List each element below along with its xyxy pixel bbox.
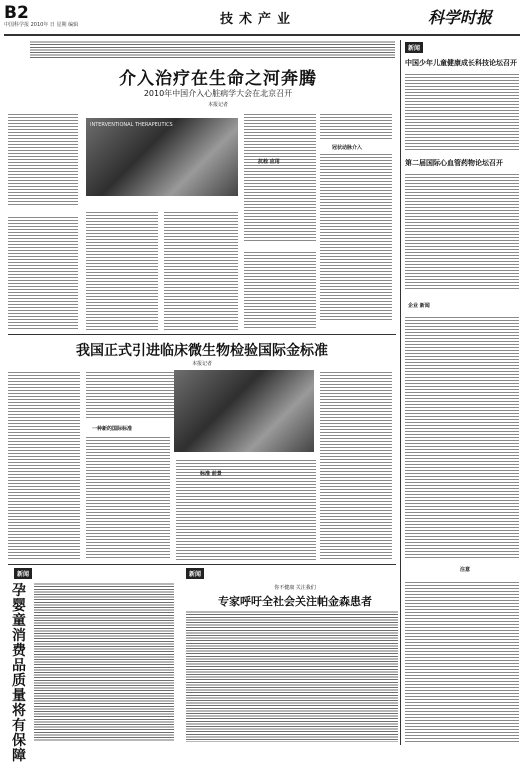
sidebar-body2 xyxy=(405,172,519,290)
bottom-rule xyxy=(8,564,396,565)
article2-col1 xyxy=(8,370,80,560)
page-meta: 中国科学报 2010年 日 星期 编辑 xyxy=(4,22,79,28)
section-title: 技术产业 xyxy=(220,12,297,27)
article1-photo xyxy=(86,118,238,196)
sidebar-mid-note: 企业 新闻 xyxy=(408,303,430,309)
sidebar-body3 xyxy=(405,315,519,560)
article1-col2b xyxy=(164,210,238,330)
article2-byline: 本报记者 xyxy=(191,361,212,367)
article2-rule xyxy=(8,334,396,335)
article3-kicker: 你不健康 关注我们 xyxy=(274,585,316,591)
article1-col3b xyxy=(244,250,316,330)
article2-subhead-a: 一种新的国际标准 xyxy=(92,426,133,432)
sidebar-head2: 第二届国际心血管药物论坛召开 xyxy=(405,158,503,167)
article2-col2b xyxy=(86,435,170,560)
article2-col3 xyxy=(176,458,316,560)
article1-col1b xyxy=(8,215,78,330)
article3-tag: 新闻 xyxy=(186,568,204,579)
article1-subhead-b: 冠状动脉介入 xyxy=(332,145,363,151)
article2-col2a xyxy=(86,370,176,420)
article1-col4a xyxy=(320,112,392,140)
article1-col4b xyxy=(320,152,392,322)
article2-subhead-b: 标准 前景 xyxy=(200,471,222,477)
article1-col2 xyxy=(86,210,158,330)
page-number: B2 xyxy=(4,3,29,23)
article2-col4 xyxy=(320,370,392,560)
sidebar-body4 xyxy=(405,580,519,742)
article1-col1 xyxy=(8,112,78,207)
article1-lead xyxy=(30,40,395,60)
article1-subtitle: 2010年中国介入心脏病学大会在北京召开 xyxy=(143,89,293,98)
sidebar-head1: 中国少年儿童健康成长科技论坛召开 xyxy=(405,58,517,67)
sidebar-lower-head: 注意 xyxy=(460,567,471,573)
article3-body xyxy=(186,610,398,742)
sidebar-tag: 新闻 xyxy=(405,42,423,53)
article3-title: 专家呼吁全社会关注帕金森患者 xyxy=(218,595,372,608)
article1-byline: 本报记者 xyxy=(207,102,228,108)
sidebar-divider xyxy=(400,40,401,745)
article1-title: 介入治疗在生命之河奔腾 xyxy=(119,69,317,89)
article4-title: 孕婴童消费品质量将有保障 xyxy=(12,583,26,764)
sidebar-body1 xyxy=(405,72,519,152)
article1-subhead-a: 抗栓 应用 xyxy=(258,159,280,165)
masthead-rule xyxy=(4,34,520,36)
article4-body xyxy=(34,582,174,742)
article1-col3 xyxy=(244,112,316,242)
article2-title: 我国正式引进临床微生物检验国际金标准 xyxy=(76,343,328,359)
article2-photo xyxy=(174,370,314,452)
photo-banner-text: INTERVENTIONAL THERAPEUTICS xyxy=(90,122,173,128)
article4-tag: 新闻 xyxy=(14,568,32,579)
paper-name: 科学时报 xyxy=(428,8,493,27)
